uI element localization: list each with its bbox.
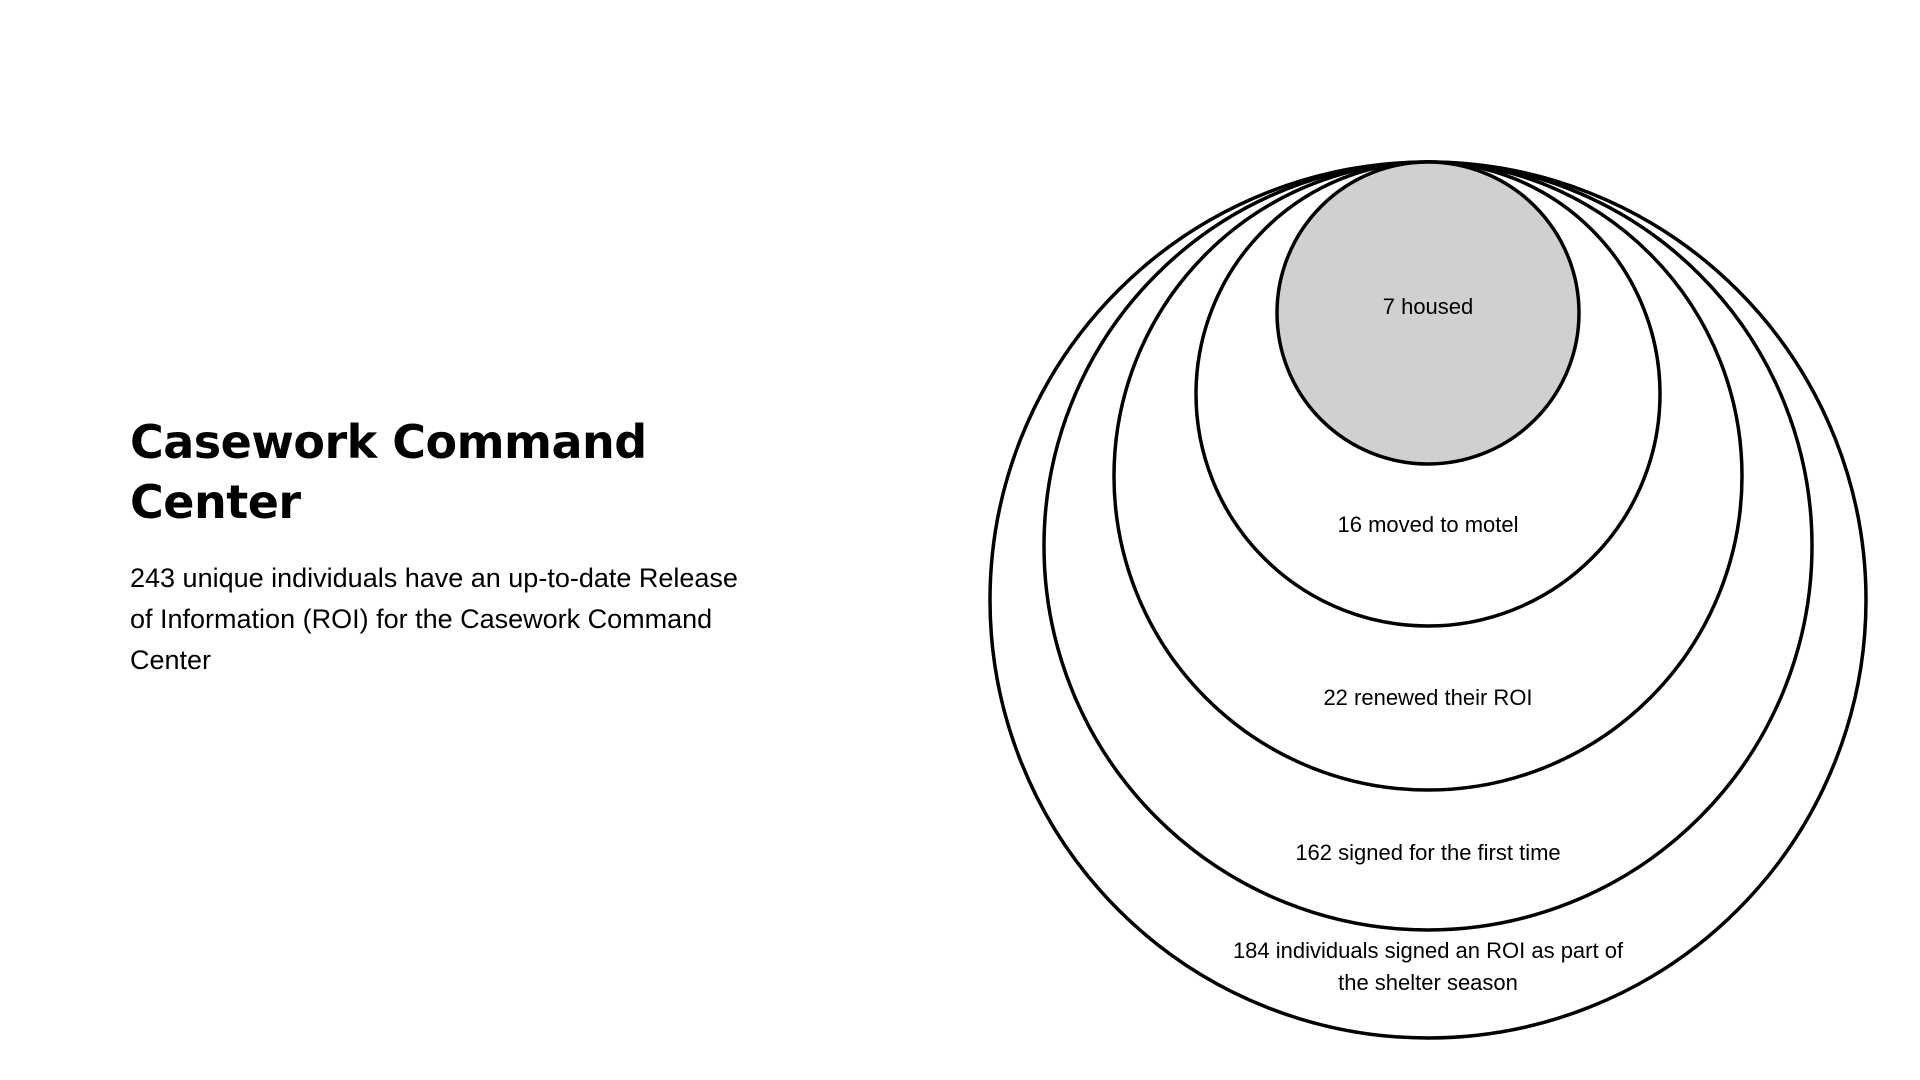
ring-label-184: 184 individuals signed an ROI as part of xyxy=(1232,938,1624,963)
ring-label-7: 7 housed xyxy=(1382,294,1474,319)
ring-label-16: 16 moved to motel xyxy=(1337,512,1519,537)
page-title: Casework Command Center xyxy=(130,415,647,529)
ring-label-184: the shelter season xyxy=(1338,970,1518,995)
page-description: 243 unique individuals have an up-to-date Release of Information (ROI) for the Casework Command Center xyxy=(130,563,738,675)
ring-label-162: 162 signed for the first time xyxy=(1295,840,1561,865)
ring-label-22: 22 renewed their ROI xyxy=(1323,685,1533,710)
